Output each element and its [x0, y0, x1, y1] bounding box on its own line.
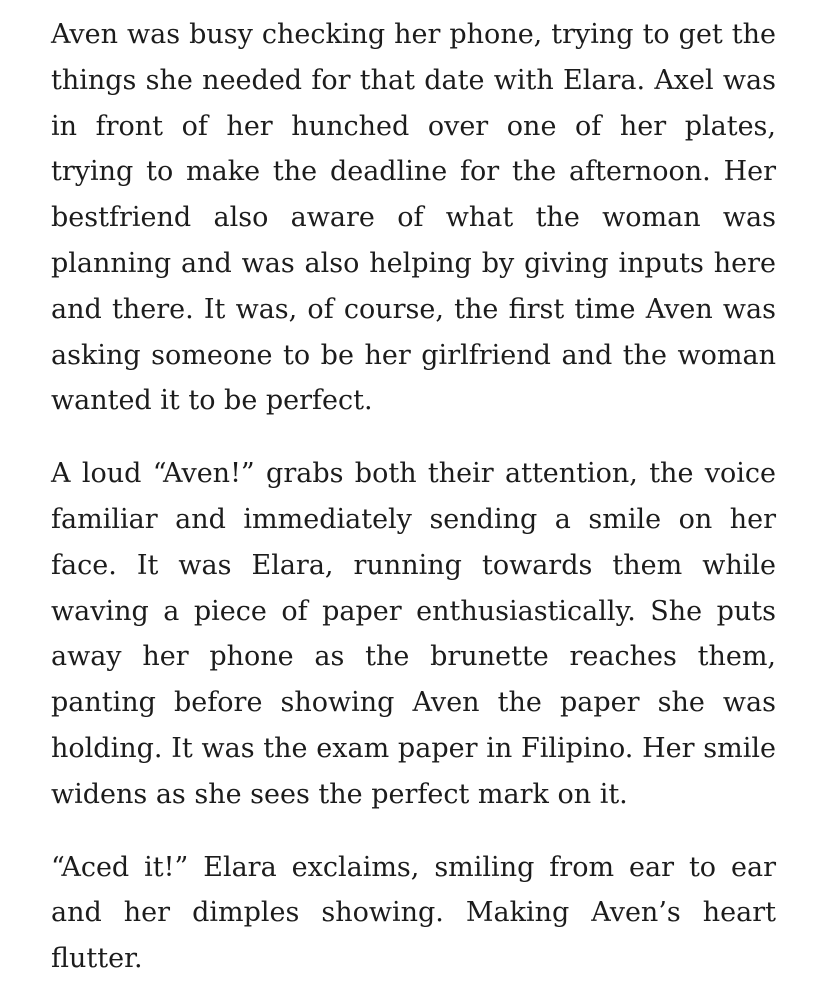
story-text	[51, 12, 776, 982]
story-paragraph-1: Aven was busy checking her phone, trying to get the things she needed for that date with Elara. Axel was in front of her hunched over one of her plates, trying to make the deadline for the afternoon. Her bestfriend also aware of what the woman was planning and was also helping by giving inputs here and there. It was, of course, the first time Aven was asking someone to be her girlfriend and the woman wanted it to be perfect.	[51, 19, 776, 417]
story-paragraph-3: “Aced it!” Elara exclaims, smiling from ear to ear and her dimples showing. Making Aven’s heart flutter.	[51, 851, 776, 975]
story-paragraph-2: A loud “Aven!” grabs both their attention, the voice familiar and immediately sending a smile on her face. It was Elara, running towards them while waving a piece of paper enthusiastically. She puts away her phone as the brunette reaches them, panting before showing Aven the paper she was holding. It was the exam paper in Filipino. Her smile widens as she sees the perfect mark on it.	[51, 458, 776, 810]
